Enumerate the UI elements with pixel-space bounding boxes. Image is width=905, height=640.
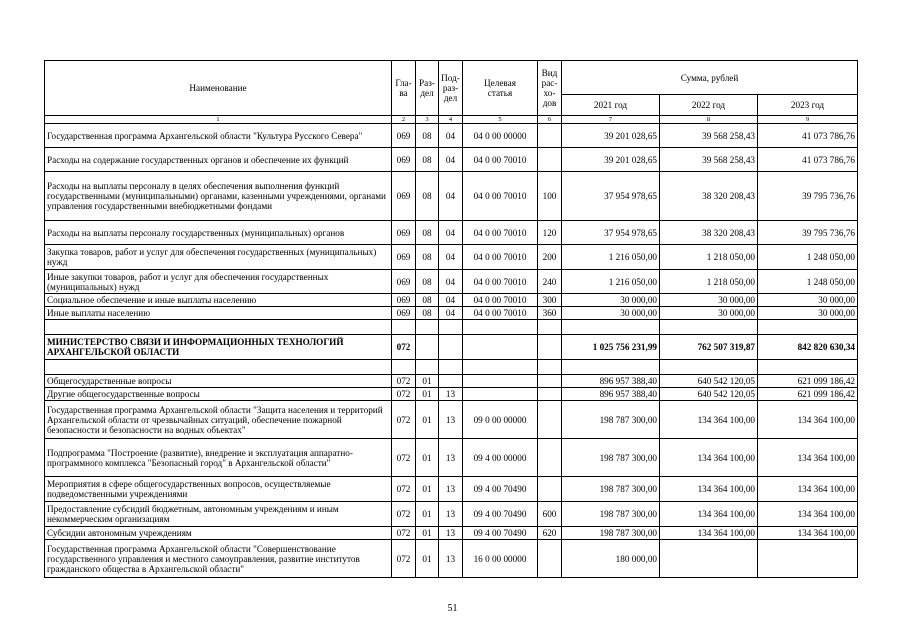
- row-sum-2021: 198 787 300,00: [562, 502, 660, 527]
- row-vid: [538, 401, 562, 439]
- row-glava: 069: [392, 148, 416, 172]
- row-name: Расходы на выплаты персоналу государственных (муниципальных) органов: [45, 221, 392, 245]
- row-podrazdel: 13: [439, 527, 463, 540]
- row-razdel: 01: [416, 401, 439, 439]
- table-row: [45, 124, 858, 148]
- row-glava: 072: [392, 477, 416, 502]
- header-glava: Гла- ва: [392, 61, 416, 116]
- row-target: 04 0 00 70010: [463, 172, 538, 221]
- row-target: 04 0 00 70010: [463, 270, 538, 294]
- row-target: 04 0 00 00000: [463, 124, 538, 148]
- row-glava: [392, 320, 416, 335]
- row-vid: [538, 388, 562, 401]
- table-row: [45, 221, 858, 245]
- table-row: [45, 401, 858, 439]
- row-sum-2022: 762 507 319,87: [660, 335, 758, 360]
- row-sum-2021: 198 787 300,00: [562, 439, 660, 477]
- row-glava: 072: [392, 335, 416, 360]
- row-target: 04 0 00 70010: [463, 307, 538, 320]
- column-number: 7: [562, 116, 660, 124]
- row-sum-2023: 41 073 786,76: [758, 148, 858, 172]
- table-row: [45, 527, 858, 540]
- row-sum-2021: 37 954 978,65: [562, 172, 660, 221]
- row-sum-2023: 30 000,00: [758, 307, 858, 320]
- row-name: Государственная программа Архангельской области "Культура Русского Севера": [45, 124, 392, 148]
- table-row: [45, 388, 858, 401]
- row-name: [45, 360, 392, 375]
- row-razdel: [416, 320, 439, 335]
- row-vid: [538, 335, 562, 360]
- row-podrazdel: 13: [439, 401, 463, 439]
- header-2021: 2021 год: [562, 95, 660, 116]
- row-target: 09 4 00 00000: [463, 439, 538, 477]
- column-number-row: [45, 116, 858, 124]
- row-sum-2021: 1 216 050,00: [562, 245, 660, 270]
- row-name: [45, 320, 392, 335]
- column-number: 6: [538, 116, 562, 124]
- row-glava: 072: [392, 540, 416, 578]
- row-podrazdel: [439, 335, 463, 360]
- header-vid: Вид рас- хо- дов: [538, 61, 562, 116]
- row-sum-2022: 38 320 208,43: [660, 221, 758, 245]
- row-razdel: 08: [416, 172, 439, 221]
- row-vid: [538, 439, 562, 477]
- row-sum-2023: 41 073 786,76: [758, 124, 858, 148]
- row-razdel: 01: [416, 439, 439, 477]
- row-sum-2023: [758, 320, 858, 335]
- spacer-row: [45, 320, 858, 335]
- row-sum-2023: [758, 360, 858, 375]
- row-vid: [538, 477, 562, 502]
- row-glava: 072: [392, 401, 416, 439]
- table-row: [45, 245, 858, 270]
- table-row: [45, 294, 858, 307]
- row-sum-2021: 896 957 388,40: [562, 375, 660, 388]
- row-name: Иные выплаты населению: [45, 307, 392, 320]
- row-target: 04 0 00 70010: [463, 245, 538, 270]
- row-sum-2021: 30 000,00: [562, 294, 660, 307]
- spacer-row: [45, 360, 858, 375]
- header-podrazdel: Под- раз- дел: [439, 61, 463, 116]
- column-number: 9: [758, 116, 858, 124]
- row-sum-2022: 640 542 120,05: [660, 388, 758, 401]
- table-row: [45, 307, 858, 320]
- column-number: 2: [392, 116, 416, 124]
- row-sum-2023: 621 099 186,42: [758, 375, 858, 388]
- header-target: Целевая статья: [463, 61, 538, 116]
- row-vid: 120: [538, 221, 562, 245]
- row-glava: 069: [392, 245, 416, 270]
- row-podrazdel: 04: [439, 148, 463, 172]
- header-2022: 2022 год: [660, 95, 758, 116]
- row-name: Расходы на выплаты персоналу в целях обеспечения выполнения функций государственными (муниципальными) органами, казенными учреждениями, органами управления государственными внебюджетными фондами: [45, 172, 392, 221]
- column-number: 5: [463, 116, 538, 124]
- row-sum-2021: 198 787 300,00: [562, 401, 660, 439]
- row-sum-2022: [660, 320, 758, 335]
- row-sum-2021: [562, 320, 660, 335]
- row-podrazdel: 04: [439, 270, 463, 294]
- row-target: 04 0 00 70010: [463, 294, 538, 307]
- header-2023: 2023 год: [758, 95, 858, 116]
- row-target: [463, 388, 538, 401]
- column-number: 8: [660, 116, 758, 124]
- row-sum-2023: 39 795 736,76: [758, 221, 858, 245]
- row-sum-2023: 39 795 736,76: [758, 172, 858, 221]
- row-razdel: 01: [416, 388, 439, 401]
- row-glava: 072: [392, 527, 416, 540]
- row-name: Иные закупки товаров, работ и услуг для обеспечения государственных (муниципальных) нужд: [45, 270, 392, 294]
- row-vid: [538, 375, 562, 388]
- row-sum-2021: 180 000,00: [562, 540, 660, 578]
- row-sum-2022: [660, 360, 758, 375]
- row-podrazdel: 13: [439, 477, 463, 502]
- row-glava: 072: [392, 502, 416, 527]
- row-razdel: 01: [416, 527, 439, 540]
- row-name: Общегосударственные вопросы: [45, 375, 392, 388]
- row-target: 04 0 00 70010: [463, 148, 538, 172]
- row-razdel: [416, 335, 439, 360]
- row-sum-2023: 134 364 100,00: [758, 439, 858, 477]
- row-sum-2023: 842 820 630,34: [758, 335, 858, 360]
- row-vid: 600: [538, 502, 562, 527]
- row-sum-2023: 1 248 050,00: [758, 245, 858, 270]
- row-glava: 069: [392, 221, 416, 245]
- row-sum-2022: 1 218 050,00: [660, 270, 758, 294]
- row-sum-2021: 198 787 300,00: [562, 527, 660, 540]
- row-sum-2022: 30 000,00: [660, 307, 758, 320]
- row-vid: 200: [538, 245, 562, 270]
- row-podrazdel: 13: [439, 388, 463, 401]
- row-sum-2022: 134 364 100,00: [660, 527, 758, 540]
- row-sum-2021: 39 201 028,65: [562, 148, 660, 172]
- row-sum-2022: 30 000,00: [660, 294, 758, 307]
- table-row: [45, 270, 858, 294]
- row-sum-2021: 39 201 028,65: [562, 124, 660, 148]
- table-row: [45, 172, 858, 221]
- row-sum-2021: 198 787 300,00: [562, 477, 660, 502]
- row-name: Другие общегосударственные вопросы: [45, 388, 392, 401]
- row-podrazdel: 13: [439, 540, 463, 578]
- header-razdel: Раз- дел: [416, 61, 439, 116]
- row-sum-2022: 39 568 258,43: [660, 124, 758, 148]
- row-sum-2021: [562, 360, 660, 375]
- row-glava: [392, 360, 416, 375]
- row-podrazdel: 04: [439, 294, 463, 307]
- row-sum-2022: 134 364 100,00: [660, 477, 758, 502]
- row-sum-2022: 134 364 100,00: [660, 439, 758, 477]
- row-razdel: 01: [416, 375, 439, 388]
- row-name: Государственная программа Архангельской области "Защита населения и территорий Архангельской области от чрезвычайных ситуаций, обеспечение пожарной безопасности и безопасности на водных объектах": [45, 401, 392, 439]
- row-glava: 069: [392, 172, 416, 221]
- row-glava: 072: [392, 375, 416, 388]
- header-sum: Сумма, рублей: [562, 61, 858, 95]
- row-podrazdel: [439, 320, 463, 335]
- row-target: [463, 360, 538, 375]
- row-target: [463, 375, 538, 388]
- row-razdel: 08: [416, 270, 439, 294]
- table-row: [45, 502, 858, 527]
- header-row: [45, 61, 858, 95]
- row-razdel: 01: [416, 502, 439, 527]
- row-podrazdel: 04: [439, 124, 463, 148]
- column-number: 1: [45, 116, 392, 124]
- row-sum-2022: 640 542 120,05: [660, 375, 758, 388]
- row-sum-2022: 1 218 050,00: [660, 245, 758, 270]
- row-target: 16 0 00 00000: [463, 540, 538, 578]
- row-name: Закупка товаров, работ и услуг для обеспечения государственных (муниципальных) нужд: [45, 245, 392, 270]
- row-razdel: 08: [416, 148, 439, 172]
- row-glava: 069: [392, 124, 416, 148]
- row-sum-2021: 30 000,00: [562, 307, 660, 320]
- row-sum-2021: 896 957 388,40: [562, 388, 660, 401]
- row-name: Мероприятия в сфере общегосударственных вопросов, осуществляемые подведомственными учреждениями: [45, 477, 392, 502]
- row-vid: 240: [538, 270, 562, 294]
- row-target: 09 4 00 70490: [463, 477, 538, 502]
- row-podrazdel: [439, 360, 463, 375]
- row-podrazdel: 04: [439, 307, 463, 320]
- row-razdel: 08: [416, 221, 439, 245]
- row-sum-2023: 134 364 100,00: [758, 502, 858, 527]
- table-body: [45, 124, 858, 578]
- row-vid: [538, 360, 562, 375]
- row-sum-2023: 1 248 050,00: [758, 270, 858, 294]
- row-razdel: 08: [416, 124, 439, 148]
- row-sum-2022: 38 320 208,43: [660, 172, 758, 221]
- row-target: 04 0 00 70010: [463, 221, 538, 245]
- row-name: Государственная программа Архангельской области "Совершенствование государственного управления и местного самоуправления, развитие институтов гражданского общества в Архангельской области": [45, 540, 392, 578]
- row-sum-2023: 134 364 100,00: [758, 401, 858, 439]
- row-sum-2023: 30 000,00: [758, 294, 858, 307]
- row-razdel: [416, 360, 439, 375]
- page-number: 51: [447, 603, 458, 614]
- row-razdel: 08: [416, 245, 439, 270]
- column-number: 4: [439, 116, 463, 124]
- row-razdel: 01: [416, 477, 439, 502]
- row-target: 09 4 00 70490: [463, 527, 538, 540]
- table-row: [45, 439, 858, 477]
- row-podrazdel: 13: [439, 502, 463, 527]
- row-sum-2021: 37 954 978,65: [562, 221, 660, 245]
- row-name: МИНИСТЕРСТВО СВЯЗИ И ИНФОРМАЦИОННЫХ ТЕХНОЛОГИЙ АРХАНГЕЛЬСКОЙ ОБЛАСТИ: [45, 335, 392, 360]
- row-vid: [538, 148, 562, 172]
- row-glava: 072: [392, 439, 416, 477]
- row-podrazdel: 04: [439, 221, 463, 245]
- row-sum-2021: 1 216 050,00: [562, 270, 660, 294]
- row-vid: [538, 540, 562, 578]
- budget-table: [44, 60, 858, 578]
- row-sum-2022: 39 568 258,43: [660, 148, 758, 172]
- row-name: Социальное обеспечение и иные выплаты населению: [45, 294, 392, 307]
- row-target: 09 4 00 70490: [463, 502, 538, 527]
- row-podrazdel: 13: [439, 439, 463, 477]
- row-sum-2022: [660, 540, 758, 578]
- row-name: Расходы на содержание государственных органов и обеспечение их функций: [45, 148, 392, 172]
- table-row: [45, 375, 858, 388]
- row-target: [463, 335, 538, 360]
- row-vid: [538, 124, 562, 148]
- row-glava: 069: [392, 270, 416, 294]
- row-sum-2023: [758, 540, 858, 578]
- row-target: 09 0 00 00000: [463, 401, 538, 439]
- row-sum-2023: 134 364 100,00: [758, 527, 858, 540]
- row-name: Подпрограмма "Построение (развитие), внедрение и эксплуатация аппаратно-программного комплекса "Безопасный город" в Архангельской области": [45, 439, 392, 477]
- row-name: Предоставление субсидий бюджетным, автономным учреждениям и иным некоммерческим организациям: [45, 502, 392, 527]
- row-target: [463, 320, 538, 335]
- row-podrazdel: 04: [439, 245, 463, 270]
- row-glava: 072: [392, 388, 416, 401]
- table-row: [45, 540, 858, 578]
- row-glava: 069: [392, 294, 416, 307]
- row-sum-2023: 621 099 186,42: [758, 388, 858, 401]
- row-vid: 100: [538, 172, 562, 221]
- table-row: [45, 148, 858, 172]
- row-razdel: 08: [416, 294, 439, 307]
- row-vid: 360: [538, 307, 562, 320]
- row-sum-2022: 134 364 100,00: [660, 502, 758, 527]
- table-row: [45, 477, 858, 502]
- row-podrazdel: [439, 375, 463, 388]
- row-vid: 300: [538, 294, 562, 307]
- row-podrazdel: 04: [439, 172, 463, 221]
- row-sum-2022: 134 364 100,00: [660, 401, 758, 439]
- row-vid: 620: [538, 527, 562, 540]
- header-name: Наименование: [45, 61, 392, 116]
- budget-document-page: [44, 60, 857, 578]
- row-glava: 069: [392, 307, 416, 320]
- row-vid: [538, 320, 562, 335]
- table-row: [45, 335, 858, 360]
- row-sum-2021: 1 025 756 231,99: [562, 335, 660, 360]
- column-number: 3: [416, 116, 439, 124]
- row-razdel: 08: [416, 307, 439, 320]
- row-sum-2023: 134 364 100,00: [758, 477, 858, 502]
- row-razdel: 01: [416, 540, 439, 578]
- row-name: Субсидии автономным учреждениям: [45, 527, 392, 540]
